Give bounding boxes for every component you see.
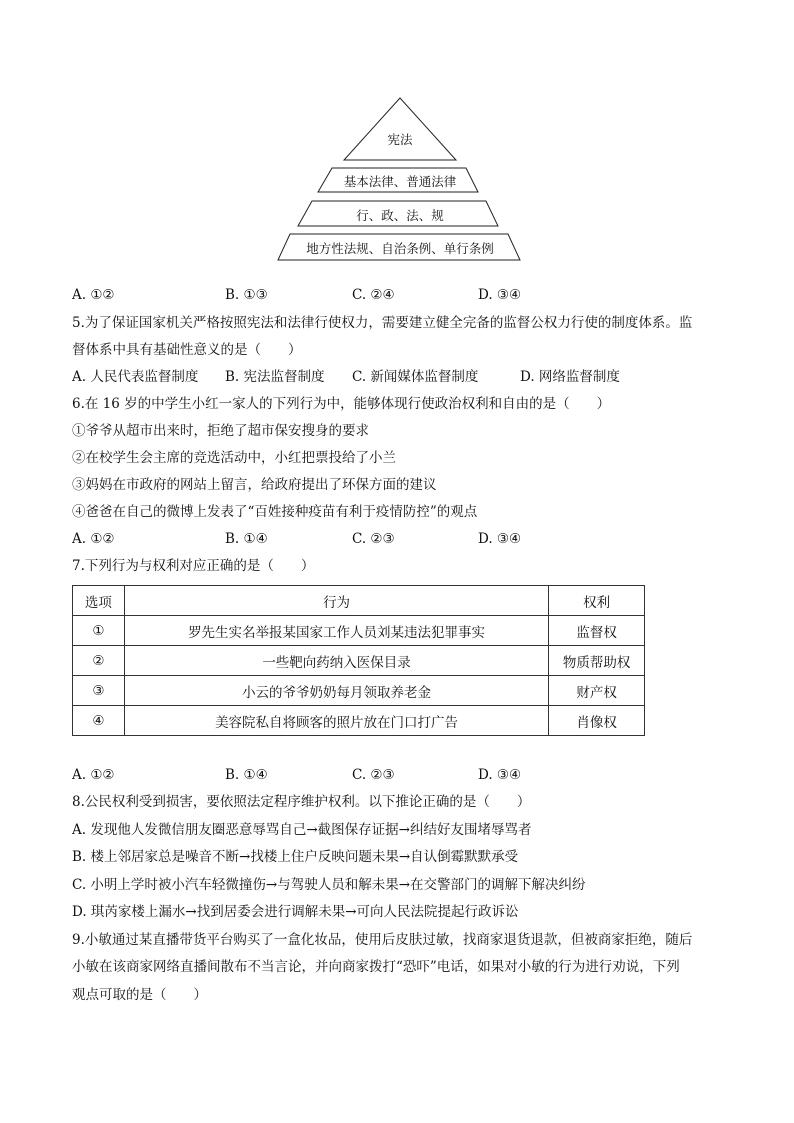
table-cell: ①	[73, 616, 125, 646]
q6-option-a[interactable]: A. ①②	[72, 531, 115, 547]
q6-item-4: ④爸爸在自己的微博上发表了“百姓接种疫苗有利于疫情防控”的观点	[72, 504, 478, 520]
q7-option-d[interactable]: D. ③④	[478, 767, 522, 783]
q5-stem-line1: 5.为了保证国家机关严格按照宪法和法律行使权力，需要建立健全完备的监督公权力行使的制度体系。监	[72, 315, 693, 331]
table-cell: 小云的爷爷奶奶每月领取养老金	[124, 676, 548, 706]
q6-option-b[interactable]: B. ①④	[225, 531, 268, 547]
q6-stem: 6.在 16 岁的中学生小红一家人的下列行为中，能够体现行使政治权利和自由的是（ ）	[72, 396, 611, 412]
table-header-cell: 选项	[73, 586, 125, 616]
q8-option-d[interactable]: D. 琪芮家楼上漏水→找到居委会进行调解未果→可向人民法院提起行政诉讼	[72, 904, 519, 920]
q9-stem-line2: 小敏在该商家网络直播间散布不当言论，并向商家拨打“恐吓”电话，如果对小敏的行为进行劝说，下列	[72, 959, 680, 975]
table-cell: ③	[73, 676, 125, 706]
q5-option-a[interactable]: A. 人民代表监督制度	[72, 369, 199, 385]
table-cell: 物质帮助权	[549, 646, 645, 676]
pyramid-label-4: 地方性法规、自治条例、单行条例	[306, 241, 494, 256]
table-cell: 监督权	[549, 616, 645, 646]
q6-option-c[interactable]: C. ②③	[352, 531, 395, 547]
q6-option-d[interactable]: D. ③④	[478, 531, 522, 547]
q7-option-c[interactable]: C. ②③	[352, 767, 395, 783]
q7-option-b[interactable]: B. ①④	[225, 767, 268, 783]
q8-option-b[interactable]: B. 楼上邻居家总是噪音不断→找楼上住户反映问题未果→自认倒霉默默承受	[72, 849, 519, 865]
q4-option-a[interactable]: A. ①②	[72, 287, 115, 303]
pyramid-label-2: 基本法律、普通法律	[343, 174, 457, 189]
q8-stem: 8.公民权利受到损害，要依照法定程序维护权利。以下推论正确的是（ ）	[72, 794, 531, 810]
pyramid-level-1	[344, 98, 456, 160]
table-row	[73, 706, 645, 736]
table-cell: 肖像权	[549, 706, 645, 736]
table-cell: 美容院私自将顾客的照片放在门口打广告	[124, 706, 548, 736]
pyramid-label-1: 宪法	[387, 132, 413, 147]
table-header-cell: 权利	[549, 586, 645, 616]
table-cell: ②	[73, 646, 125, 676]
q5-option-d[interactable]: D. 网络监督制度	[520, 369, 620, 385]
table-header-cell: 行为	[124, 586, 548, 616]
pyramid-label-3: 行、政、法、规	[356, 208, 444, 223]
table-cell: 罗先生实名举报某国家工作人员刘某违法犯罪事实	[124, 616, 548, 646]
q6-item-3: ③妈妈在市政府的网站上留言，给政府提出了环保方面的建议	[72, 477, 437, 493]
q4-option-b[interactable]: B. ①③	[225, 287, 268, 303]
table-cell: 一些靶向药纳入医保目录	[124, 646, 548, 676]
q8-option-a[interactable]: A. 发现他人发微信朋友圈恶意辱骂自己→截图保存证据→纠结好友围堵辱骂者	[72, 822, 532, 838]
table-row	[73, 676, 645, 706]
table-header-row	[73, 586, 645, 616]
q4-option-c[interactable]: C. ②④	[352, 287, 395, 303]
q8-option-c[interactable]: C. 小明上学时被小汽车轻微撞伤→与驾驶人员和解未果→在交警部门的调解下解决纠纷	[72, 877, 586, 893]
q9-stem-line1: 9.小敏通过某直播带货平台购买了一盒化妆品，使用后皮肤过敏，找商家退货退款，但被商家拒绝，随后	[72, 932, 693, 948]
table-cell: ④	[73, 706, 125, 736]
table-row	[73, 616, 645, 646]
q7-stem: 7.下列行为与权利对应正确的是（ ）	[72, 558, 315, 574]
table-row	[73, 646, 645, 676]
q4-option-d[interactable]: D. ③④	[478, 287, 522, 303]
q7-option-a[interactable]: A. ①②	[72, 767, 115, 783]
q9-stem-line3: 观点可取的是（ ）	[72, 987, 207, 1003]
q5-option-b[interactable]: B. 宪法监督制度	[225, 369, 325, 385]
table-cell: 财产权	[549, 676, 645, 706]
q5-stem-line2: 督体系中具有基础性意义的是（ ）	[72, 342, 302, 358]
q6-item-2: ②在校学生会主席的竞选活动中，小红把票投给了小兰	[72, 450, 396, 466]
rights-table	[72, 585, 645, 736]
q5-option-c[interactable]: C. 新闻媒体监督制度	[352, 369, 479, 385]
q6-item-1: ①爷爷从超市出来时，拒绝了超市保安搜身的要求	[72, 423, 369, 439]
